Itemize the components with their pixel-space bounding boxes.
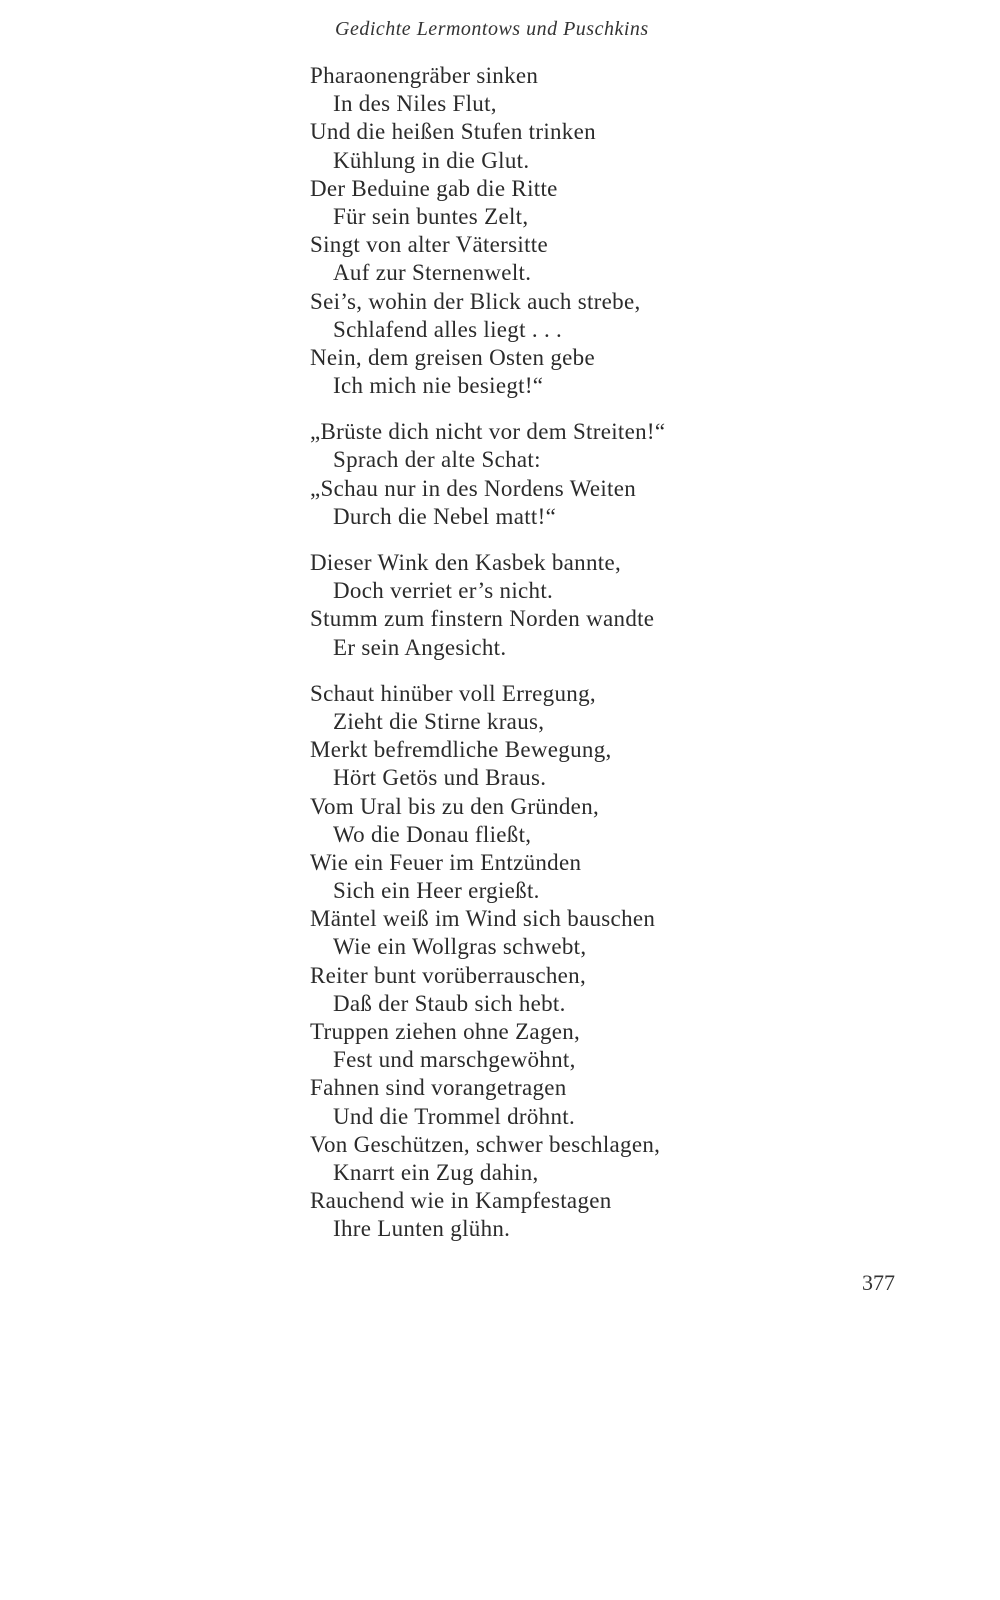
poem-line: Mäntel weiß im Wind sich bauschen (310, 906, 656, 932)
stanza-4 (310, 680, 710, 1244)
poem-line: Hört Getös und Braus. (333, 765, 547, 791)
stanza-2 (310, 418, 710, 531)
poem-line: Knarrt ein Zug dahin, (333, 1159, 539, 1185)
poem-line: Für sein buntes Zelt, (333, 203, 529, 229)
stanza-1 (310, 62, 710, 400)
poem-line: In des Niles Flut, (333, 91, 497, 117)
poem-line: Daß der Staub sich hebt. (333, 990, 566, 1016)
stanza-3 (310, 549, 710, 662)
poem-line: Sprach der alte Schat: (333, 447, 541, 473)
poem-line: Ihre Lunten glühn. (333, 1216, 511, 1242)
poem-line: Er sein Angesicht. (333, 634, 507, 660)
poem-line: Und die heißen Stufen trinken (310, 119, 596, 145)
poem-line: Fahnen sind vorangetragen (310, 1075, 567, 1101)
poem-line: Rauchend wie in Kampfestagen (310, 1188, 612, 1214)
poem-line: Truppen ziehen ohne Zagen, (310, 1019, 581, 1044)
poem-line: Kühlung in die Glut. (333, 147, 530, 173)
running-head: Gedichte Lermontows und Puschkins (335, 18, 649, 40)
poem-line: Nein, dem greisen Osten gebe (310, 344, 595, 370)
poem-line: Auf zur Sternenwelt. (333, 260, 532, 286)
poem-line: Dieser Wink den Kasbek bannte, (310, 550, 622, 575)
poem-line: „Schau nur in des Nordens Weiten (310, 475, 637, 501)
poem-line: Ich mich nie besiegt!“ (333, 373, 544, 399)
poem-line: Zieht die Stirne kraus, (333, 708, 545, 734)
poem-line: Fest und marschgewöhnt, (333, 1047, 576, 1073)
poem-line: Schaut hinüber voll Erregung, (310, 680, 596, 706)
poem-line: „Brüste dich nicht vor dem Streiten!“ (310, 419, 666, 445)
poem-line: Wie ein Feuer im Entzünden (310, 849, 582, 875)
poem-line: Von Geschützen, schwer beschlagen, (310, 1131, 661, 1157)
poem-line: Vom Ural bis zu den Gründen, (310, 793, 600, 819)
poem-line: Pharaonengräber sinken (310, 63, 539, 88)
poem-line: Sich ein Heer ergießt. (333, 878, 540, 904)
poem-body (310, 62, 710, 1262)
poem-line: Stumm zum finstern Norden wandte (310, 606, 655, 632)
page-number: 377 (862, 1270, 895, 1295)
poem-line: Singt von alter Vätersitte (310, 232, 548, 258)
poem-line: Der Beduine gab die Ritte (310, 175, 558, 201)
poem-line: Durch die Nebel matt!“ (333, 503, 557, 529)
poem-line: Doch verriet er’s nicht. (333, 578, 554, 604)
poem-line: Sei’s, wohin der Blick auch strebe, (310, 288, 641, 314)
poem-line: Schlafend alles liegt . . . (333, 316, 563, 342)
poem-line: Wo die Donau fließt, (333, 821, 532, 847)
poem-line: Reiter bunt vorüberrauschen, (310, 962, 586, 988)
poem-line: Und die Trommel dröhnt. (333, 1103, 576, 1129)
poem-line: Wie ein Wollgras schwebt, (333, 934, 587, 960)
poem-line: Merkt befremdliche Bewegung, (310, 737, 612, 763)
